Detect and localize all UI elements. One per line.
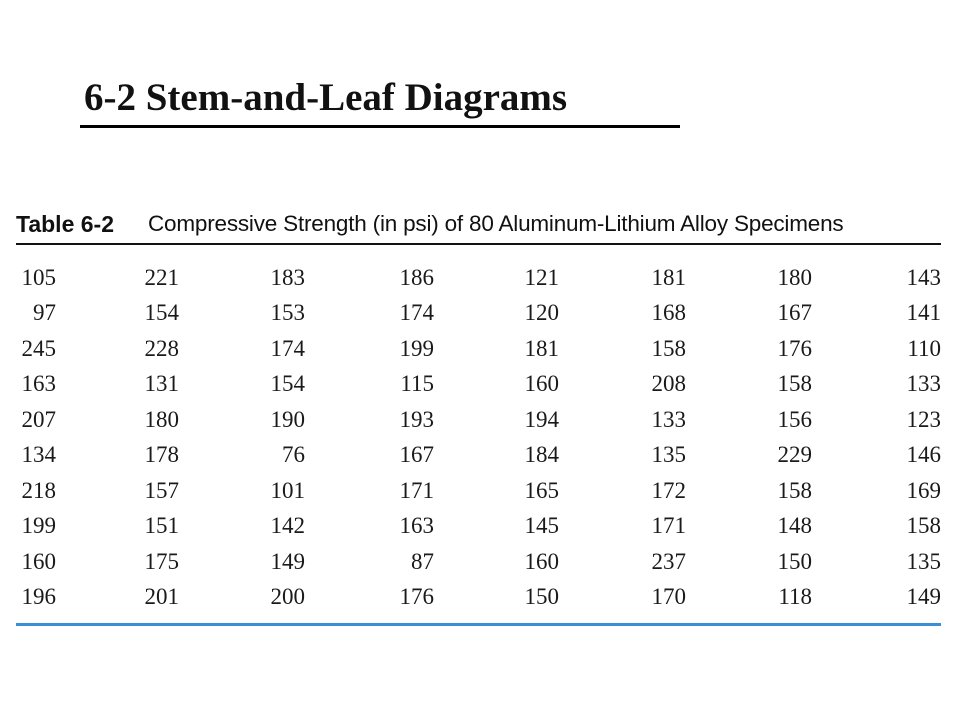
table-cell: 183	[270, 264, 305, 290]
table-cell: 207	[21, 406, 56, 432]
table-cell: 178	[144, 442, 179, 468]
table-cell: 76	[282, 442, 305, 468]
table-cell: 157	[144, 477, 179, 503]
data-table-block	[16, 205, 941, 626]
table-cell: 154	[144, 300, 179, 326]
table-cell: 201	[144, 584, 179, 610]
table-cell: 158	[906, 513, 941, 539]
table-cell: 148	[777, 513, 812, 539]
table-row	[16, 473, 941, 509]
compressive-strength-table	[16, 260, 941, 615]
table-cell: 200	[270, 584, 305, 610]
table-cell: 221	[144, 264, 179, 290]
table-cell: 229	[777, 442, 812, 468]
table-row	[16, 260, 941, 296]
table-cell: 154	[270, 371, 305, 397]
table-row	[16, 296, 941, 332]
table-cell: 194	[524, 406, 559, 432]
table-cell: 163	[21, 371, 56, 397]
table-cell: 218	[21, 477, 56, 503]
table-cell: 110	[907, 335, 941, 361]
table-cell: 180	[144, 406, 179, 432]
table-row	[16, 544, 941, 580]
table-cell: 133	[906, 371, 941, 397]
table-cell: 101	[270, 477, 305, 503]
table-cell: 142	[270, 513, 305, 539]
table-row	[16, 402, 941, 438]
table-cell: 105	[21, 264, 56, 290]
table-row	[16, 367, 941, 403]
table-cell: 160	[21, 548, 56, 574]
table-cell: 133	[651, 406, 686, 432]
table-caption	[16, 205, 941, 245]
table-cell: 153	[270, 300, 305, 326]
table-cell: 134	[21, 442, 56, 468]
table-bottom-rule	[16, 623, 941, 626]
table-cell: 174	[399, 300, 434, 326]
table-cell: 123	[906, 406, 941, 432]
table-cell: 237	[651, 548, 686, 574]
table-cell: 97	[33, 300, 56, 326]
table-cell: 149	[906, 584, 941, 610]
table-cell: 87	[411, 548, 434, 574]
slide-title: 6-2 Stem-and-Leaf Diagrams	[84, 76, 568, 119]
table-row	[16, 509, 941, 545]
table-cell: 176	[399, 584, 434, 610]
table-cell: 156	[777, 406, 812, 432]
table-cell: 158	[777, 477, 812, 503]
table-cell: 175	[144, 548, 179, 574]
table-cell: 181	[651, 264, 686, 290]
table-cell: 158	[777, 371, 812, 397]
table-cell: 160	[524, 371, 559, 397]
table-cell: 167	[399, 442, 434, 468]
table-label: Table 6-2	[16, 210, 114, 237]
table-cell: 171	[399, 477, 434, 503]
table-caption-text: Compressive Strength (in psi) of 80 Aluminum-Lithium Alloy Specimens	[148, 211, 844, 236]
table-cell: 118	[778, 584, 812, 610]
table-cell: 199	[399, 335, 434, 361]
table-cell: 168	[651, 300, 686, 326]
table-cell: 181	[524, 335, 559, 361]
table-row	[16, 438, 941, 474]
table-cell: 167	[777, 300, 812, 326]
table-body	[16, 260, 941, 615]
table-cell: 158	[651, 335, 686, 361]
table-cell: 163	[399, 513, 434, 539]
table-cell: 120	[524, 300, 559, 326]
table-cell: 145	[524, 513, 559, 539]
table-cell: 186	[399, 264, 434, 290]
table-cell: 170	[651, 584, 686, 610]
table-cell: 143	[906, 264, 941, 290]
table-cell: 196	[21, 584, 56, 610]
table-cell: 131	[144, 371, 179, 397]
table-cell: 245	[21, 335, 56, 361]
table-cell: 149	[270, 548, 305, 574]
table-cell: 184	[524, 442, 559, 468]
table-cell: 180	[777, 264, 812, 290]
table-cell: 115	[400, 371, 434, 397]
table-cell: 146	[906, 442, 941, 468]
table-row	[16, 580, 941, 616]
table-cell: 169	[906, 477, 941, 503]
table-cell: 176	[777, 335, 812, 361]
table-cell: 141	[906, 300, 941, 326]
table-cell: 172	[651, 477, 686, 503]
table-cell: 228	[144, 335, 179, 361]
table-cell: 171	[651, 513, 686, 539]
table-cell: 199	[21, 513, 56, 539]
slide-title-block	[80, 72, 680, 128]
table-cell: 135	[906, 548, 941, 574]
table-cell: 150	[524, 584, 559, 610]
table-cell: 160	[524, 548, 559, 574]
table-cell: 135	[651, 442, 686, 468]
table-row	[16, 331, 941, 367]
table-cell: 190	[270, 406, 305, 432]
table-cell: 150	[777, 548, 812, 574]
table-cell: 208	[651, 371, 686, 397]
table-cell: 151	[144, 513, 179, 539]
table-cell: 121	[524, 264, 559, 290]
table-cell: 165	[524, 477, 559, 503]
table-cell: 193	[399, 406, 434, 432]
table-cell: 174	[270, 335, 305, 361]
